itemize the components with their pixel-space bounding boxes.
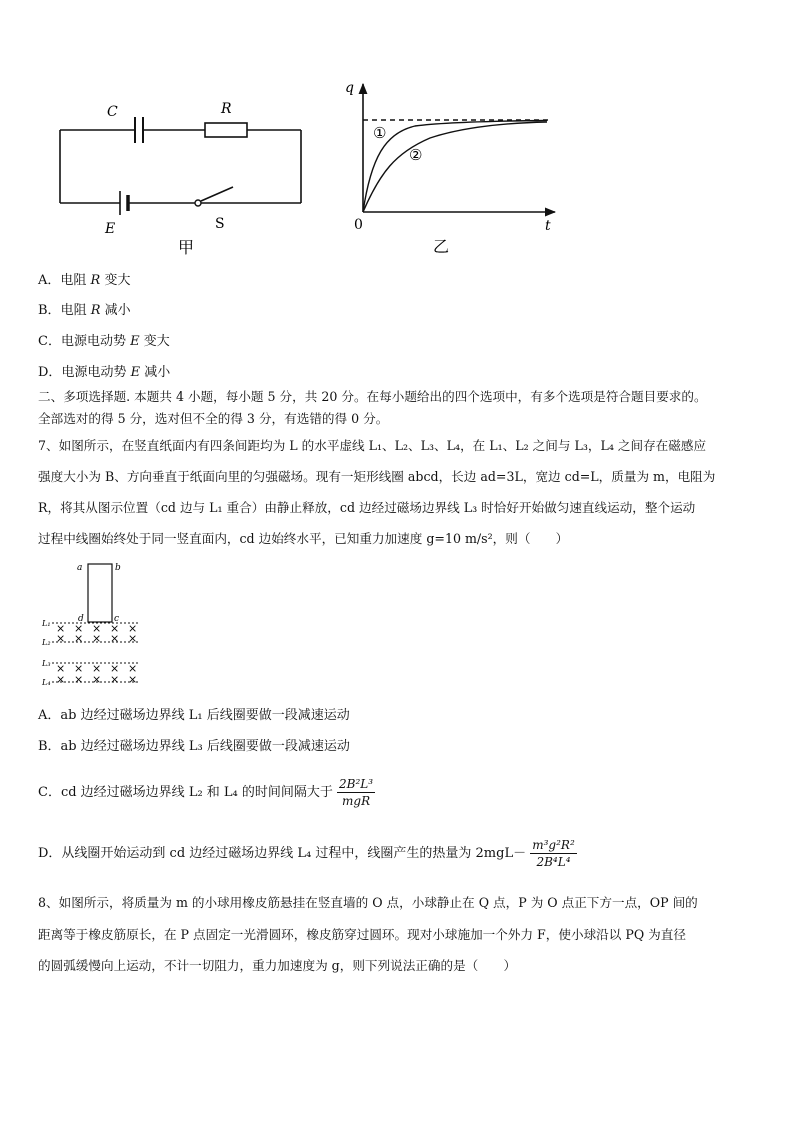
field-cross: × bbox=[110, 662, 120, 675]
label-L1: L₁ bbox=[42, 619, 51, 628]
field-cross: × bbox=[92, 622, 102, 635]
switch-blade bbox=[201, 187, 233, 201]
origin-label: 0 bbox=[354, 217, 363, 233]
q8-line1: 8、如图所示，将质量为 m 的小球用橡皮筋悬挂在竖直墙的 O 点，小球静止在 Q 点，P 为 O 点正下方一点，OP 间的 bbox=[38, 895, 698, 910]
label-E: E bbox=[105, 221, 116, 237]
q7-line1: 7、如图所示，在竖直纸面内有四条间距均为 L 的水平虚线 L₁、L₂、L₃、L₄，在 L₁、L₂ 之间与 L₃，L₄ 之间存在磁感应 bbox=[38, 438, 707, 453]
coil-abcd bbox=[88, 564, 112, 622]
section2-line1: 二、多项选择题. 本题共 4 小题，每小题 5 分，共 20 分。在每小题给出的四个选项中，有多个选项是符合题目要求的。 bbox=[38, 389, 707, 404]
q-t-graph bbox=[335, 78, 565, 258]
coil-field-figure bbox=[40, 556, 150, 691]
axis-label-q: q bbox=[345, 80, 354, 96]
q7-option-d-text: D．从线圈开始运动到 cd 边经过磁场边界线 L₄ 过程中，线圈产生的热量为 2mgL－ bbox=[38, 846, 527, 861]
q7-option-d-fraction: $\frac{\text{m³g²R²}}{\text{2B⁴L⁴}}$ bbox=[532, 838, 575, 869]
field-cross: × bbox=[92, 632, 102, 645]
q6-option-c: C．电源电动势 E 变大 bbox=[38, 334, 170, 349]
coil-label-c: c bbox=[114, 614, 120, 624]
q7-option-d bbox=[38, 835, 577, 873]
field-cross: × bbox=[128, 622, 138, 635]
field-cross: × bbox=[110, 673, 120, 686]
switch-pivot bbox=[195, 200, 201, 206]
field-cross: × bbox=[128, 673, 138, 686]
label-L4: L₄ bbox=[42, 678, 51, 687]
caption-yi: 乙 bbox=[433, 237, 450, 256]
field-cross: × bbox=[74, 662, 84, 675]
label-L3: L₃ bbox=[42, 659, 51, 668]
field-cross: × bbox=[56, 662, 66, 675]
coil-label-a: a bbox=[77, 563, 83, 573]
label-L2: L₂ bbox=[42, 638, 51, 647]
q6-option-b: B．电阻 R 减小 bbox=[38, 303, 131, 318]
section2-line2: 全部选对的得 5 分，选对但不全的得 3 分，有选错的得 0 分。 bbox=[38, 411, 389, 426]
field-cross: × bbox=[74, 632, 84, 645]
label-S: S bbox=[215, 216, 225, 232]
q7-line4: 过程中线圈始终处于同一竖直面内，cd 边始终水平，已知重力加速度 g=10 m/s²，则（ ） bbox=[38, 531, 569, 546]
curve-2-label: ② bbox=[409, 146, 423, 164]
field-cross: × bbox=[110, 632, 120, 645]
q7-option-a: A．ab 边经过磁场边界线 L₁ 后线圈要做一段减速运动 bbox=[38, 708, 350, 723]
coil-label-b: b bbox=[115, 563, 121, 573]
circuit-figure bbox=[55, 95, 315, 255]
coil-label-d: d bbox=[78, 614, 84, 624]
field-cross: × bbox=[128, 662, 138, 675]
curve-2 bbox=[363, 122, 547, 212]
q6-option-a: A．电阻 R 变大 bbox=[38, 273, 131, 288]
field-cross: × bbox=[74, 673, 84, 686]
q7-option-c-fraction: $\frac{\text{2B²L³}}{\text{mgR}}$ bbox=[339, 777, 374, 808]
field-cross: × bbox=[110, 622, 120, 635]
axis-label-t: t bbox=[545, 218, 551, 234]
q7-option-b: B．ab 边经过磁场边界线 L₃ 后线圈要做一段减速运动 bbox=[38, 739, 350, 754]
q7-option-c-text: C．cd 边经过磁场边界线 L₂ 和 L₄ 的时间间隔大于 bbox=[38, 785, 333, 800]
curve-1 bbox=[363, 121, 547, 213]
q8-line2: 距离等于橡皮筋原长，在 P 点固定一光滑圆环，橡皮筋穿过圆环。现对小球施加一个外力 F，使小球沿以 PQ 为直径 bbox=[38, 927, 686, 942]
field-cross: × bbox=[92, 673, 102, 686]
label-C: C bbox=[107, 104, 118, 120]
field-cross: × bbox=[128, 632, 138, 645]
curve-1-label: ① bbox=[373, 124, 387, 142]
field-cross: × bbox=[92, 662, 102, 675]
field-cross: × bbox=[74, 622, 84, 635]
q6-option-d: D．电源电动势 E 减小 bbox=[38, 365, 171, 380]
field-cross: × bbox=[56, 673, 66, 686]
field-cross: × bbox=[56, 622, 66, 635]
field-cross: × bbox=[56, 632, 66, 645]
caption-jia: 甲 bbox=[178, 238, 195, 255]
resistor bbox=[205, 123, 247, 137]
q7-line2: 强度大小为 B、方向垂直于纸面向里的匀强磁场。现有一矩形线圈 abcd，长边 ad=3L，宽边 cd=L，质量为 m，电阻为 bbox=[38, 469, 716, 484]
label-R: R bbox=[221, 101, 232, 117]
q7-option-c bbox=[38, 774, 375, 812]
q7-line3: R，将其从图示位置（cd 边与 L₁ 重合）由静止释放，cd 边经过磁场边界线 L₃ 时恰好开始做匀速直线运动，整个运动 bbox=[38, 500, 696, 515]
q8-line3: 的圆弧缓慢向上运动，不计一切阻力，重力加速度为 g，则下列说法正确的是（ ） bbox=[38, 958, 517, 973]
